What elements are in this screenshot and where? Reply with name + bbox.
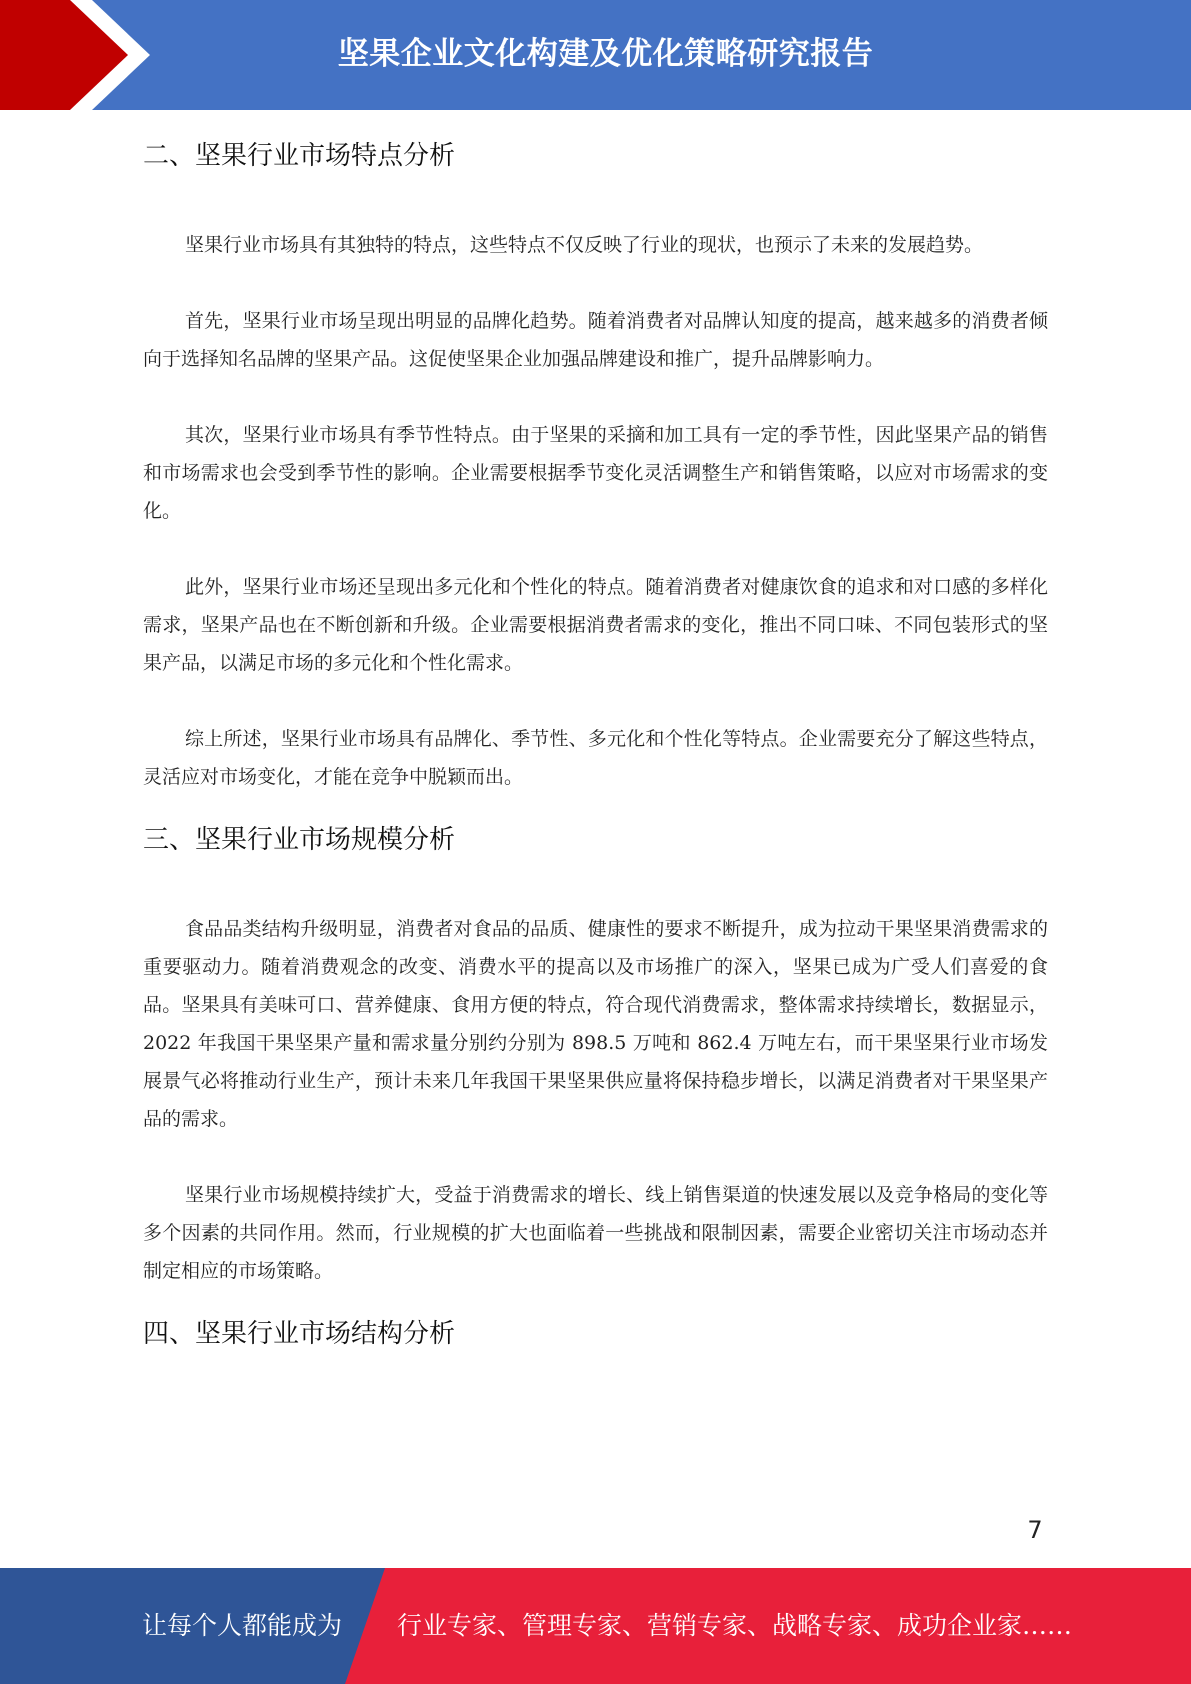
page-number: 7 (1027, 1516, 1043, 1544)
paragraph: 首先，坚果行业市场呈现出明显的品牌化趋势。随着消费者对品牌认知度的提高，越来越多的消费者倾向于选择知名品牌的坚果产品。这促使坚果企业加强品牌建设和推广，提升品牌影响力。 (143, 310, 1048, 370)
paragraph: 综上所述，坚果行业市场具有品牌化、季节性、多元化和个性化等特点。企业需要充分了解这些特点，灵活应对市场变化，才能在竞争中脱颖而出。 (143, 728, 1048, 788)
section-market-structure (143, 1314, 1048, 1374)
paragraph: 其次，坚果行业市场具有季节性特点。由于坚果的采摘和加工具有一定的季节性，因此坚果产品的销售和市场需求也会受到季节性的影响。企业需要根据季节变化灵活调整生产和销售策略，以应对市场需求的变化。 (143, 424, 1048, 522)
page-content (143, 112, 1048, 1374)
report-title: 坚果企业文化构建及优化策略研究报告 (337, 35, 874, 72)
page-header (0, 0, 1191, 110)
section-heading: 二、坚果行业市场特点分析 (143, 141, 456, 171)
footer-slogan-left: 让每个人都能成为 (142, 1611, 343, 1640)
page-footer (0, 1568, 1191, 1684)
section-heading: 四、坚果行业市场结构分析 (143, 1319, 456, 1349)
section-heading: 三、坚果行业市场规模分析 (143, 825, 456, 855)
paragraph: 食品品类结构升级明显，消费者对食品的品质、健康性的要求不断提升，成为拉动干果坚果消费需求的重要驱动力。随着消费观念的改变、消费水平的提高以及市场推广的深入，坚果已成为广受人们喜爱的食品。坚果具有美味可口、营养健康、食用方便的特点，符合现代消费需求，整体需求持续增长，数据显示，2022 年我国干果坚果产量和需求量分别约分别为 898.5 万吨和 862.4 万吨左右，而干果坚果行业市场发展景气必将推动行业生产，预计未来几年我国干果坚果供应量将保持稳步增长，以满足消费者对干果坚果产品的需求。 (143, 918, 1048, 1130)
paragraph: 此外，坚果行业市场还呈现出多元化和个性化的特点。随着消费者对健康饮食的追求和对口感的多样化需求，坚果产品也在不断创新和升级。企业需要根据消费者需求的变化，推出不同口味、不同包装形式的坚果产品，以满足市场的多元化和个性化需求。 (143, 576, 1048, 674)
paragraph: 坚果行业市场具有其独特的特点，这些特点不仅反映了行业的现状，也预示了未来的发展趋势。 (185, 234, 984, 256)
section-market-characteristics (143, 136, 1048, 796)
footer-slogan-right: 行业专家、管理专家、营销专家、战略专家、成功企业家…… (397, 1611, 1073, 1640)
paragraph: 坚果行业市场规模持续扩大，受益于消费需求的增长、线上销售渠道的快速发展以及竞争格局的变化等多个因素的共同作用。然而，行业规模的扩大也面临着一些挑战和限制因素，需要企业密切关注市场动态并制定相应的市场策略。 (143, 1184, 1048, 1282)
section-market-size (143, 820, 1048, 1290)
